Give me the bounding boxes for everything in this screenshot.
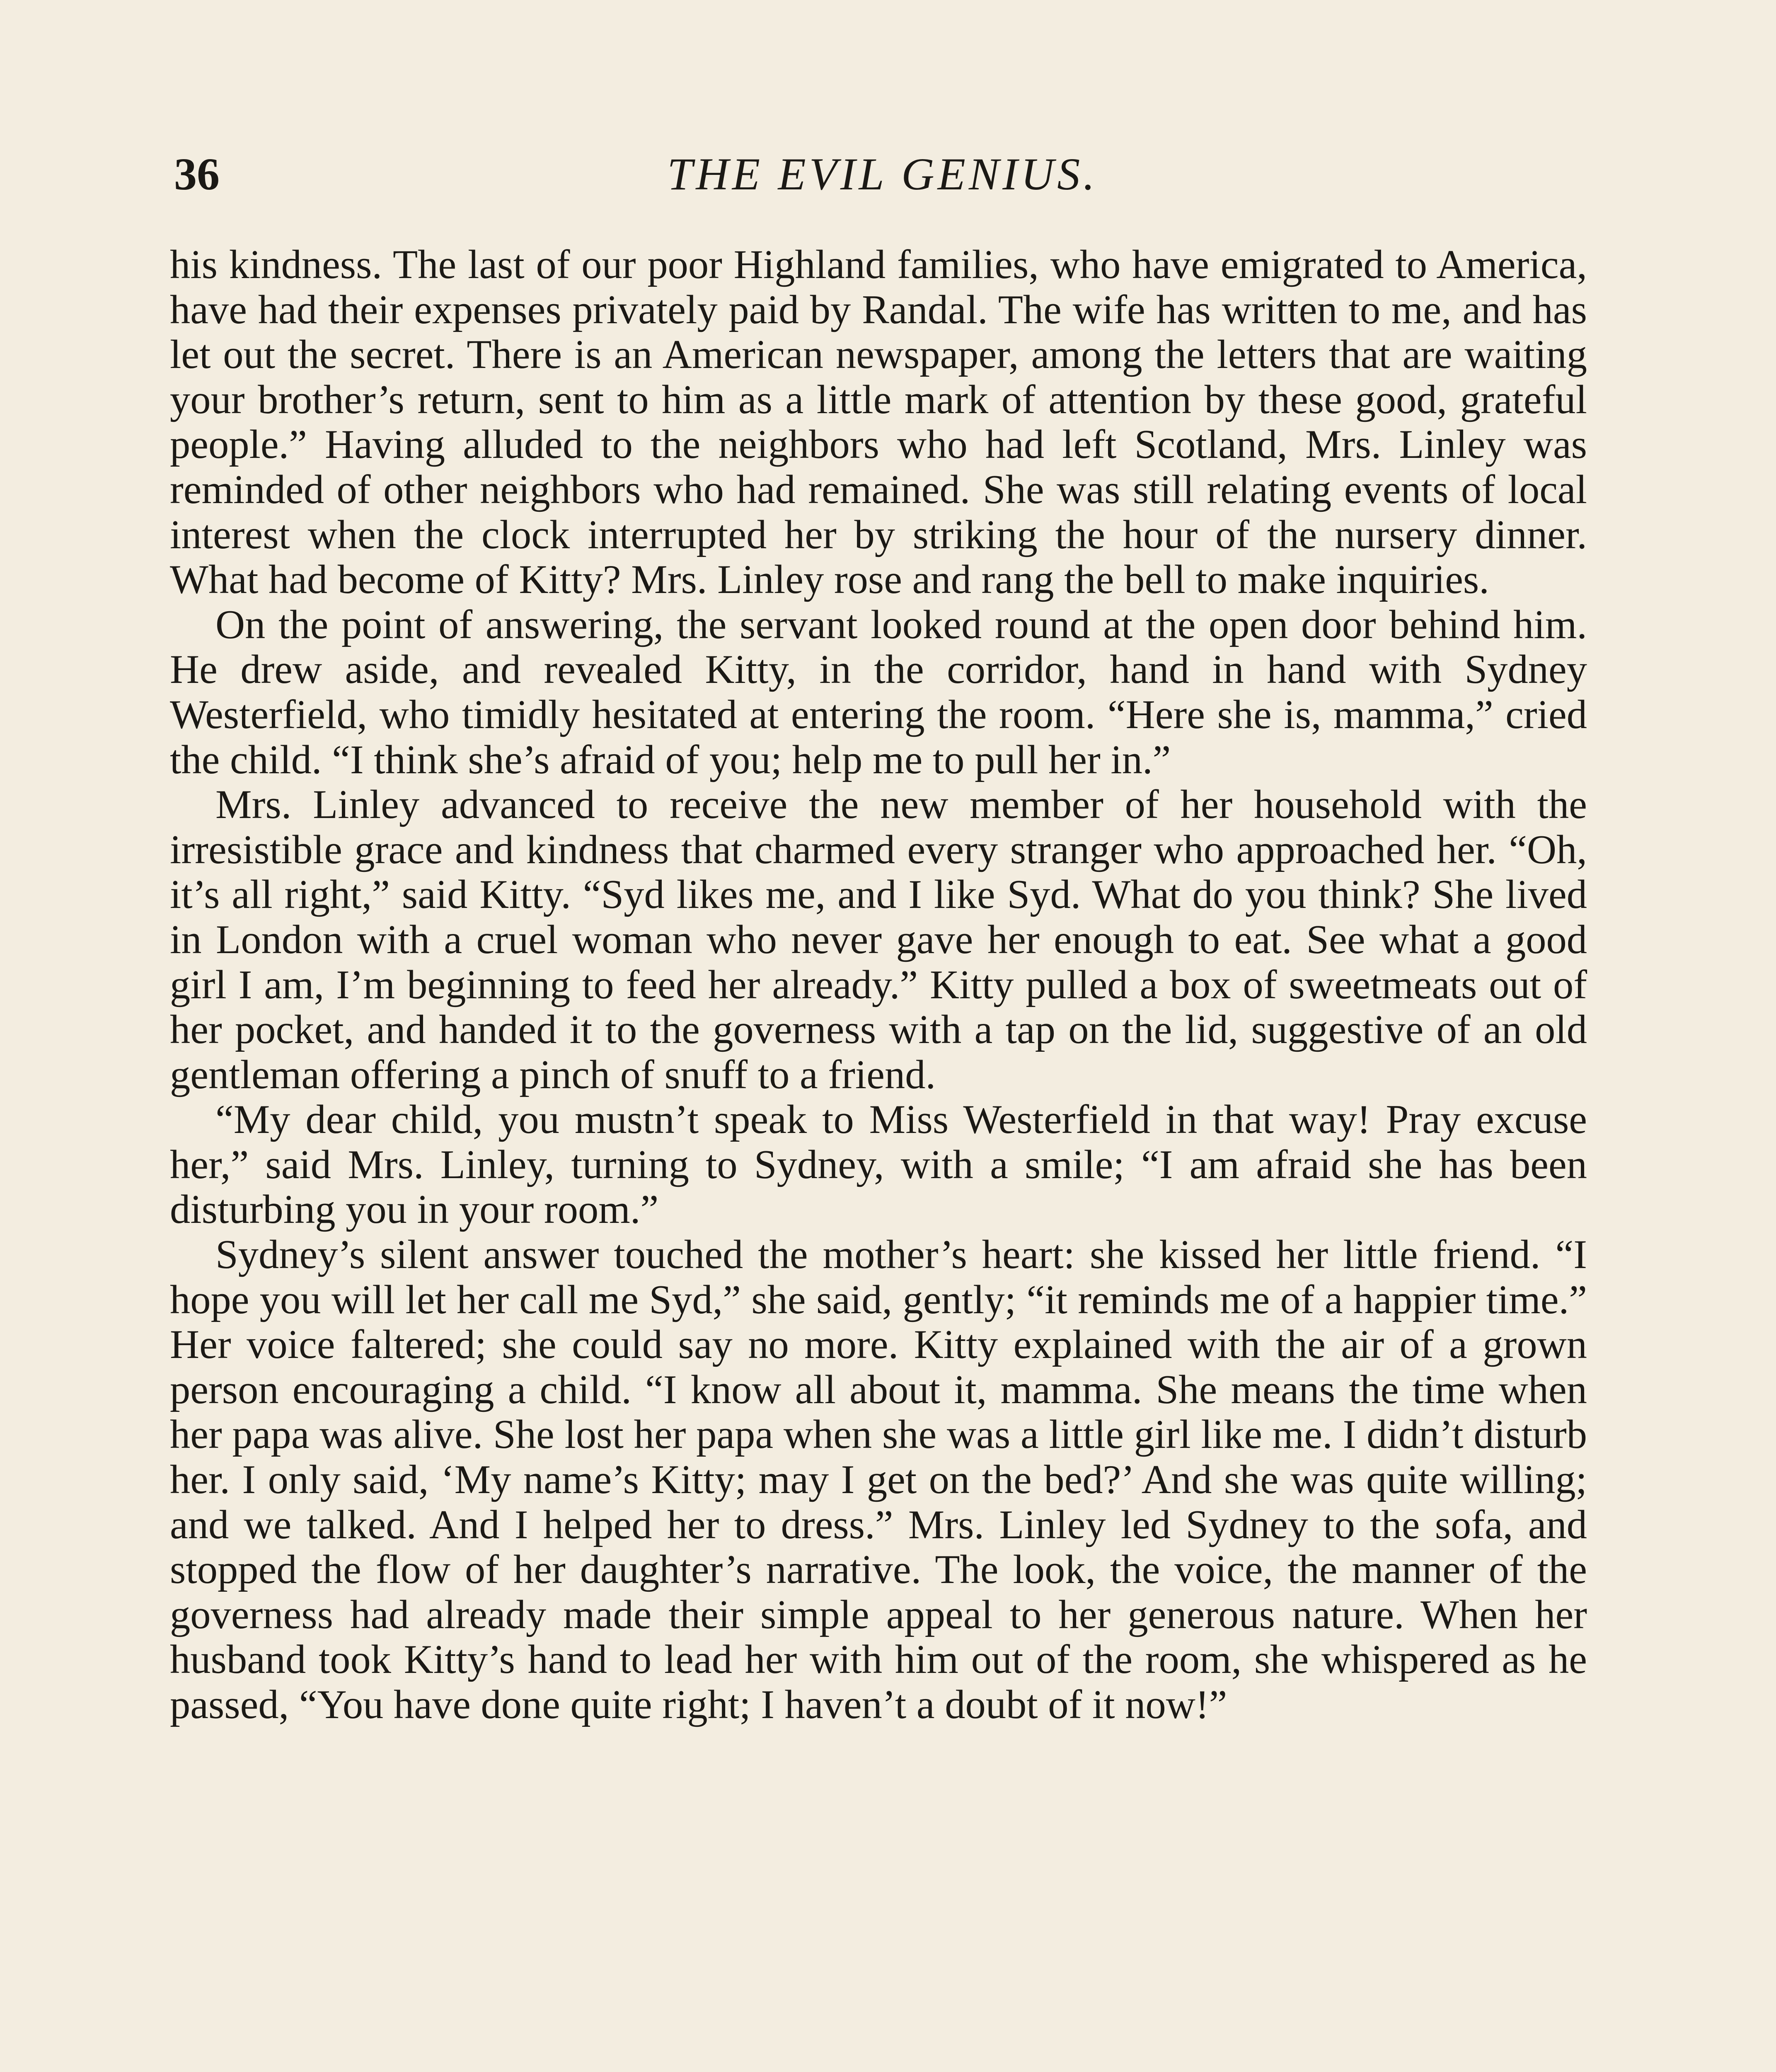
- page-header: [174, 145, 1591, 203]
- paragraph: Sydney’s silent answer touched the mother’s heart: she kissed her little friend. “I hope you will let her call me Syd,” she said, gently; “it reminds me of a happier time.” Her voice faltered; she could say no more. Kitty explained with the air of a grown person encouraging a child. “I know all about it, mamma. She means the time when her papa was alive. She lost her papa when she was a little girl like me. I didn’t disturb her. I only said, ‘My name’s Kitty; may I get on the bed?’ And she was quite willing; and we talked. And I helped her to dress.” Mrs. Linley led Sydney to the sofa, and stopped the flow of her daughter’s narrative. The look, the voice, the manner of the governess had already made their simple appeal to her generous nature. When her husband took Kitty’s hand to lead her with him out of the room, she whispered as he passed, “You have done quite right; I haven’t a doubt of it now!”: [170, 1232, 1587, 1727]
- paragraph: Mrs. Linley advanced to receive the new member of her household with the irresistible grace and kindness that charmed every stranger who approached her. “Oh, it’s all right,” said Kitty. “Syd likes me, and I like Syd. What do you think? She lived in London with a cruel woman who never gave her enough to eat. See what a good girl I am, I’m beginning to feed her already.” Kitty pulled a box of sweetmeats out of her pocket, and handed it to the governess with a tap on the lid, suggestive of an old gentleman offering a pinch of snuff to a friend.: [170, 782, 1587, 1097]
- page-number: 36: [174, 149, 220, 199]
- paragraph-continued: his kindness. The last of our poor Highland families, who have emigrated to America, have had their expenses privately paid by Randal. The wife has written to me, and has let out the secret. There is an American newspaper, among the letters that are waiting your brother’s return, sent to him as a little mark of attention by these good, grateful people.” Having alluded to the neighbors who had left Scotland, Mrs. Linley was reminded of other neighbors who had remained. She was still relating events of local interest when the clock interrupted her by striking the hour of the nursery dinner. What had become of Kitty? Mrs. Linley rose and rang the bell to make inquiries.: [170, 242, 1587, 603]
- body-text: [170, 242, 1587, 1728]
- paragraph: “My dear child, you mustn’t speak to Miss Westerfield in that way! Pray excuse her,” said Mrs. Linley, turning to Sydney, with a smile; “I am afraid she has been disturbing you in your room.”: [170, 1097, 1587, 1232]
- running-title: THE EVIL GENIUS.: [667, 149, 1098, 199]
- paragraph: On the point of answering, the servant looked round at the open door behind him. He drew aside, and revealed Kitty, in the corridor, hand in hand with Sydney Westerfield, who timidly hesitated at entering the room. “Here she is, mamma,” cried the child. “I think she’s afraid of you; help me to pull her in.”: [170, 602, 1587, 782]
